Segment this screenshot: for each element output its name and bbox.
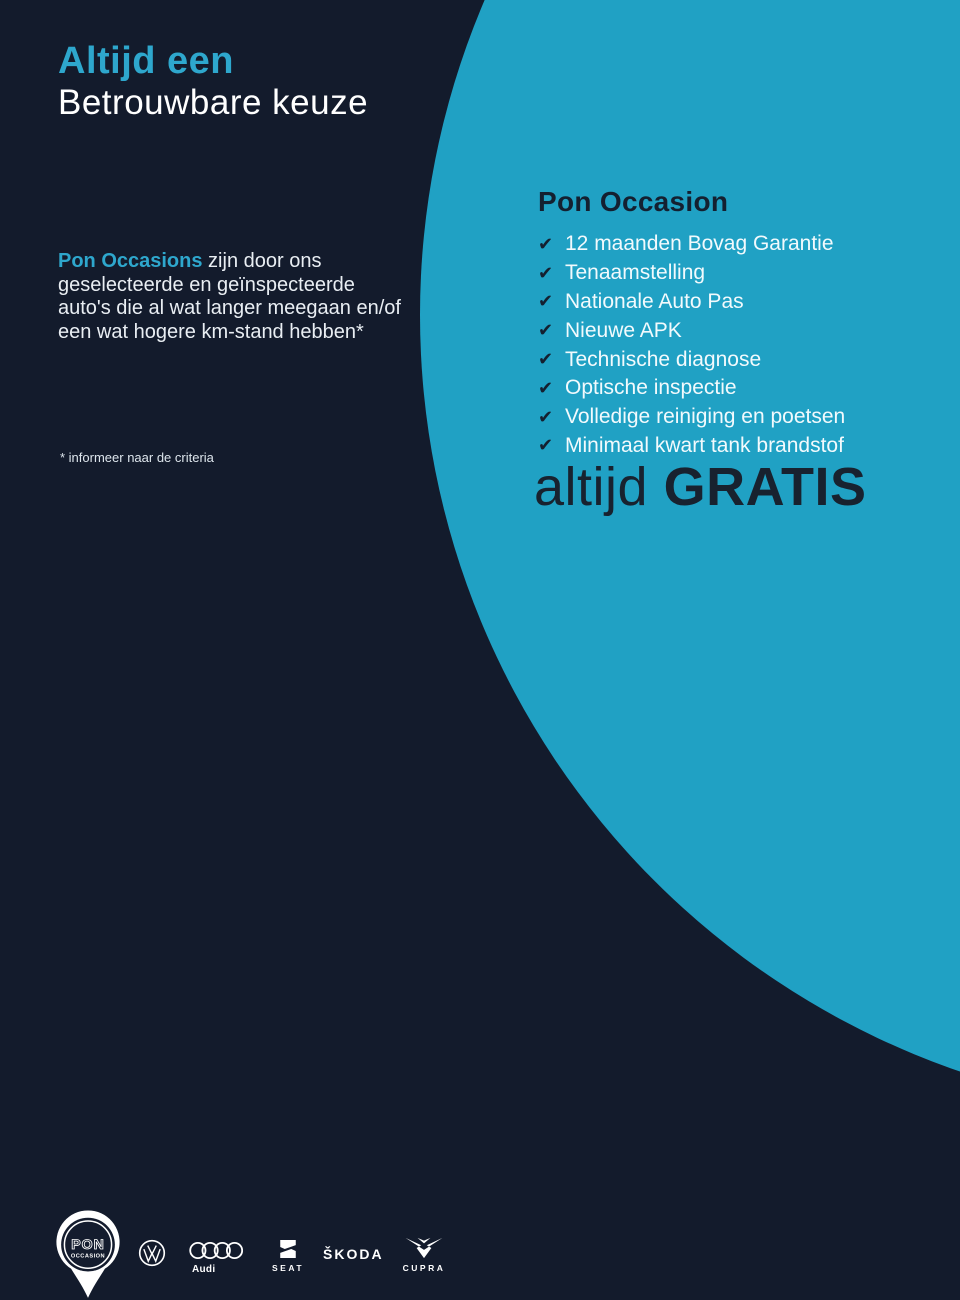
benefit-label: 12 maanden Bovag Garantie bbox=[565, 232, 834, 256]
check-icon: ✔ bbox=[538, 262, 554, 283]
seat-s-icon bbox=[277, 1238, 299, 1260]
benefits-list bbox=[538, 230, 845, 460]
seat-logo bbox=[272, 1238, 304, 1273]
list-item bbox=[538, 230, 845, 259]
benefit-label: Optische inspectie bbox=[565, 376, 737, 400]
cupra-label: CUPRA bbox=[402, 1263, 446, 1273]
skoda-label: ŠKODA bbox=[323, 1246, 384, 1262]
intro-body-text: zijn door ons geselecteerde en geïnspecteerde auto's die al wat langer meegaan en/of een wat hogere km-stand hebben* bbox=[58, 250, 401, 343]
tagline-regular: altijd bbox=[534, 457, 664, 517]
benefit-label: Nieuwe APK bbox=[565, 318, 682, 342]
intro-paragraph bbox=[58, 250, 403, 344]
benefits-section bbox=[538, 186, 845, 460]
benefit-label: Minimaal kwart tank brandstof bbox=[565, 433, 844, 457]
benefit-label: Tenaamstelling bbox=[565, 261, 706, 285]
pon-occasion-logo bbox=[55, 1210, 121, 1300]
audi-logo bbox=[189, 1240, 243, 1275]
list-item bbox=[538, 288, 845, 317]
list-item bbox=[538, 345, 845, 374]
audi-label: Audi bbox=[192, 1264, 216, 1275]
list-item bbox=[538, 316, 845, 345]
audi-rings-icon bbox=[189, 1240, 243, 1261]
check-icon: ✔ bbox=[538, 291, 554, 312]
page-title bbox=[58, 40, 368, 124]
title-line-main: Betrouwbare keuze bbox=[58, 83, 369, 122]
skoda-logo bbox=[323, 1246, 384, 1262]
brand-logo-bar bbox=[0, 600, 560, 1275]
list-item bbox=[538, 403, 845, 432]
check-icon: ✔ bbox=[538, 349, 554, 370]
pon-pin-icon bbox=[55, 1210, 121, 1300]
title-line-accent: Altijd een bbox=[58, 40, 235, 82]
benefit-label: Volledige reiniging en poetsen bbox=[565, 405, 846, 429]
pon-pin-label-bottom: OCCASION bbox=[70, 1253, 106, 1260]
benefits-heading: Pon Occasion bbox=[538, 186, 729, 217]
cupra-logo bbox=[399, 1236, 449, 1273]
volkswagen-logo bbox=[138, 1239, 166, 1267]
check-icon: ✔ bbox=[538, 377, 554, 398]
list-item bbox=[538, 259, 845, 288]
footnote: * informeer naar de criteria bbox=[60, 450, 214, 465]
tagline-bold: GRATIS bbox=[663, 457, 867, 517]
check-icon: ✔ bbox=[538, 233, 554, 254]
vw-icon bbox=[138, 1239, 166, 1267]
cupra-icon bbox=[399, 1236, 449, 1260]
list-item bbox=[538, 374, 845, 403]
check-icon: ✔ bbox=[538, 320, 554, 341]
seat-label: SEAT bbox=[272, 1263, 305, 1273]
pon-pin-label-top: PON bbox=[71, 1235, 105, 1252]
intro-highlight: Pon Occasions bbox=[58, 250, 203, 272]
tagline bbox=[534, 458, 867, 517]
benefit-label: Technische diagnose bbox=[565, 347, 762, 371]
benefit-label: Nationale Auto Pas bbox=[565, 289, 744, 313]
check-icon: ✔ bbox=[538, 406, 554, 427]
check-icon: ✔ bbox=[538, 435, 554, 456]
